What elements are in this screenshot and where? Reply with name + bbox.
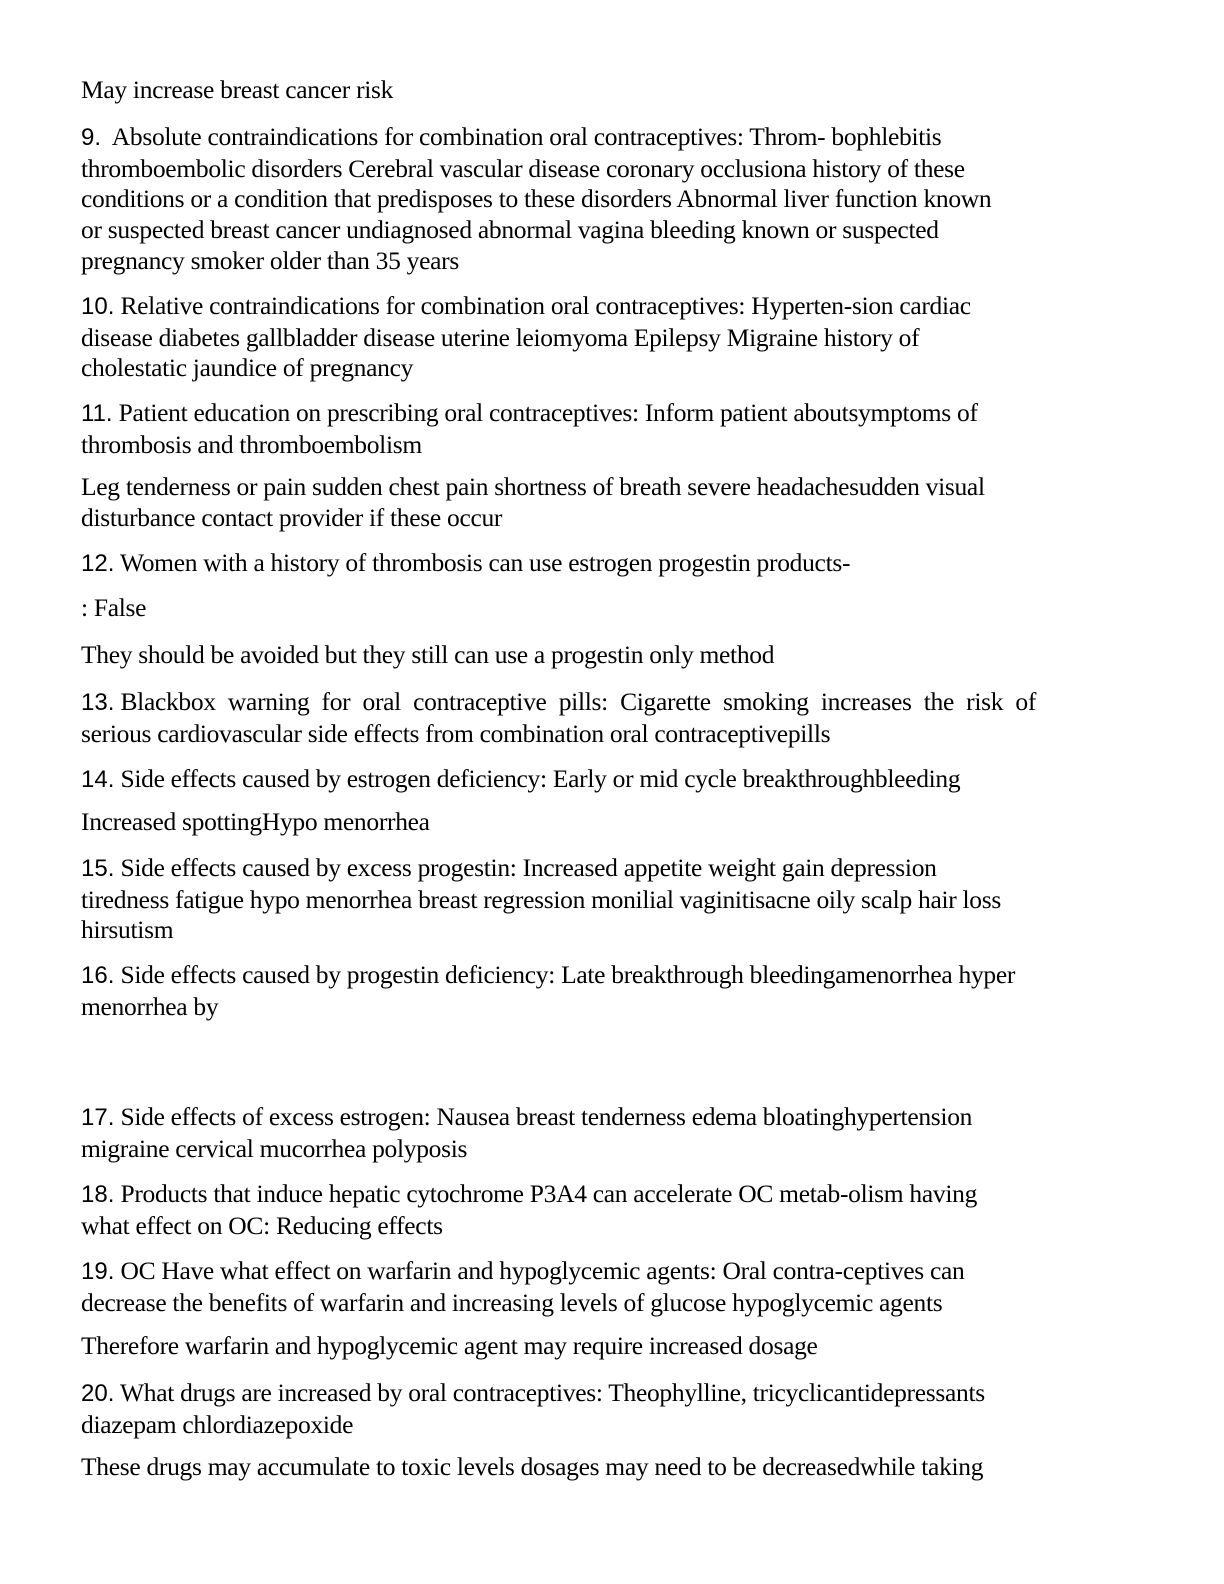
item-number: 19. (81, 1258, 115, 1285)
text-line (81, 548, 1161, 580)
text-content: Side effects caused by estrogen deficiency: Early or mid cycle breakthroughbleeding (114, 764, 961, 793)
text-content: Side effects caused by excess progestin: Increased appetite weight gain depression (114, 853, 937, 882)
text-line (81, 1179, 1161, 1211)
text-line (81, 1452, 1161, 1483)
text-line (81, 398, 1161, 430)
text-line (81, 430, 1161, 461)
item-number: 12. (81, 550, 115, 577)
text-content: Side effects of excess estrogen: Nausea breast tenderness edema bloatinghypertension (114, 1102, 973, 1131)
item-number: 20. (81, 1380, 115, 1407)
numbered-paragraph (81, 122, 1161, 277)
item-number: 13. (81, 689, 115, 716)
text-line (81, 853, 1161, 885)
text-content: thrombosis and thromboembolism (81, 429, 422, 459)
text-content: pregnancy smoker older than 35 years (81, 245, 459, 275)
text-line (81, 353, 1161, 384)
text-line (81, 154, 1161, 185)
numbered-paragraph (81, 1378, 1161, 1440)
text-content: What drugs are increased by oral contraceptives: Theophylline, tricyclicantidepressants (114, 1378, 985, 1407)
text-line (81, 215, 1161, 246)
numbered-paragraph (81, 1256, 1161, 1318)
paragraph (81, 472, 1161, 533)
text-line (81, 503, 1161, 534)
text-line (81, 1211, 1161, 1242)
text-line (81, 122, 1161, 154)
item-number: 10. (81, 293, 115, 320)
item-number: 11. (81, 400, 113, 427)
text-line (81, 1256, 1161, 1288)
numbered-paragraph (81, 960, 1161, 1022)
text-content: diazepam chlordiazepoxide (81, 1409, 354, 1439)
text-line (81, 1102, 1161, 1134)
text-line (81, 1288, 1161, 1319)
text-line (81, 1378, 1161, 1410)
text-line (81, 992, 1161, 1023)
numbered-paragraph (81, 548, 1161, 580)
text-line (81, 1134, 1161, 1165)
text-content: migraine cervical mucorrhea polyposis (81, 1133, 468, 1163)
item-number: 9. (81, 124, 102, 151)
text-content: conditions or a condition that predisposes to these disorders Abnormal liver function known (81, 184, 992, 214)
text-content: Leg tenderness or pain sudden chest pain shortness of breath severe headachesudden visual (81, 472, 985, 501)
text-content: They should be avoided but they still can use a progestin only method (81, 640, 775, 669)
text-line (81, 593, 1161, 624)
paragraph (81, 807, 1161, 838)
text-content: tiredness fatigue hypo menorrhea breast regression monilial vaginitisacne oily scalp hair loss (81, 884, 1001, 914)
text-content: menorrhea by (81, 991, 219, 1021)
text-content: or suspected breast cancer undiagnosed abnormal vagina bleeding known or suspected (81, 215, 939, 245)
text-content: serious cardiovascular side effects from combination oral contraceptivepills (81, 718, 831, 748)
text-content: thromboembolic disorders Cerebral vascular disease coronary occlusiona history of these (81, 153, 965, 183)
text-line (81, 246, 1161, 277)
numbered-paragraph (81, 853, 1161, 946)
item-number: 18. (81, 1181, 115, 1208)
text-content: : False (81, 593, 147, 622)
text-content: These drugs may accumulate to toxic levels dosages may need to be decreasedwhile taking (81, 1452, 984, 1481)
text-content: cholestatic jaundice of pregnancy (81, 353, 414, 383)
numbered-paragraph (81, 291, 1161, 384)
text-line (81, 640, 1161, 671)
text-line (81, 75, 1161, 106)
text-content: Therefore warfarin and hypoglycemic agent may require increased dosage (81, 1331, 818, 1360)
item-number: 15. (81, 855, 115, 882)
item-number: 16. (81, 962, 115, 989)
text-line (81, 960, 1161, 992)
text-content: May increase breast cancer risk (81, 75, 394, 104)
text-content: what effect on OC: Reducing effects (81, 1210, 443, 1240)
numbered-paragraph (81, 1179, 1161, 1241)
text-content: Women with a history of thrombosis can use estrogen progestin products- (114, 548, 851, 577)
paragraph (81, 593, 1161, 624)
text-content: Patient education on prescribing oral contraceptives: Inform patient aboutsymptoms of (112, 398, 978, 427)
text-content: disease diabetes gallbladder disease uterine leiomyoma Epilepsy Migraine history of (81, 322, 920, 352)
text-line (81, 323, 1161, 354)
text-line (81, 764, 1161, 796)
text-content: OC Have what effect on warfarin and hypoglycemic agents: Oral contra-ceptives can (114, 1256, 965, 1285)
paragraph (81, 640, 1161, 671)
text-content: hirsutism (81, 915, 174, 945)
text-content: Increased spottingHypo menorrhea (81, 807, 430, 836)
text-line (81, 1331, 1161, 1362)
text-content: disturbance contact provider if these occur (81, 502, 503, 532)
text-line (81, 291, 1161, 323)
text-content: Side effects caused by progestin deficiency: Late breakthrough bleedingamenorrhea hyper (114, 960, 1016, 989)
text-line (81, 885, 1161, 916)
text-content: decrease the benefits of warfarin and increasing levels of glucose hypoglycemic agents (81, 1287, 943, 1317)
text-content: Blackbox warning for oral contraceptive pills: Cigarette smoking increases the risk of (114, 687, 1037, 716)
numbered-paragraph (81, 398, 1161, 460)
paragraph (81, 1331, 1161, 1362)
numbered-paragraph (81, 687, 1161, 749)
item-number: 17. (81, 1104, 115, 1131)
paragraph (81, 75, 1161, 106)
text-line (81, 687, 1161, 719)
text-line (81, 915, 1161, 946)
text-content: Relative contraindications for combination oral contraceptives: Hyperten-sion cardiac (114, 291, 971, 320)
item-number: 14. (81, 766, 115, 793)
text-line (81, 807, 1161, 838)
text-line (81, 1410, 1161, 1441)
numbered-paragraph (81, 764, 1161, 796)
text-line (81, 472, 1161, 503)
paragraph (81, 1452, 1161, 1483)
text-content: Absolute contraindications for combination oral contraceptives: Throm- bophlebitis (101, 122, 942, 151)
text-line (81, 719, 1161, 750)
text-content: Products that induce hepatic cytochrome P3A4 can accelerate OC metab-olism having (114, 1179, 978, 1208)
numbered-paragraph (81, 1102, 1161, 1164)
text-line (81, 184, 1161, 215)
